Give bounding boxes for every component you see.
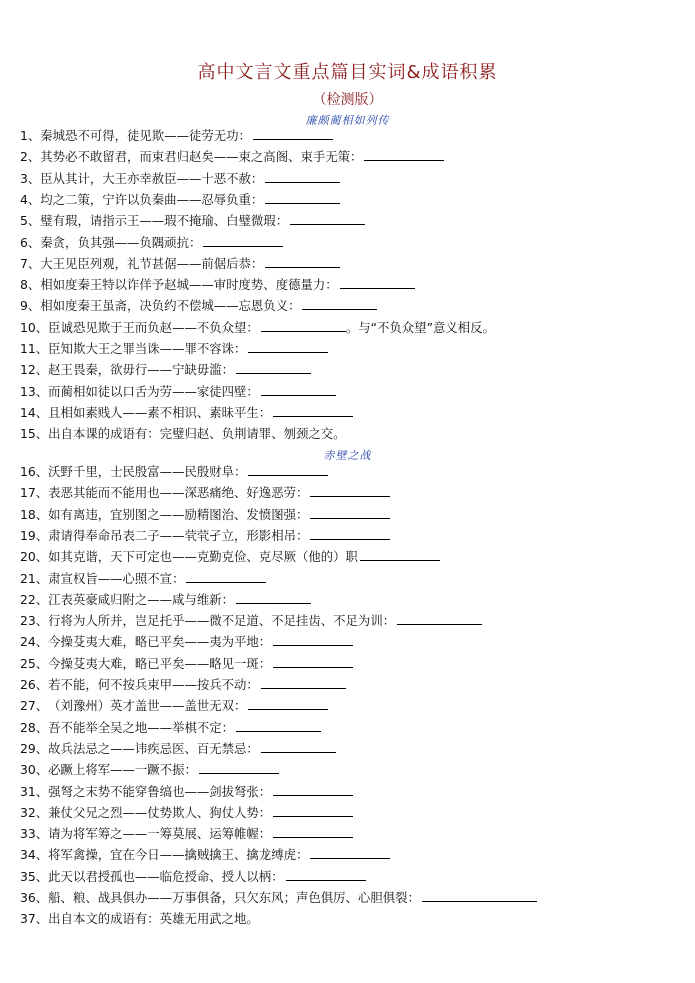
item-text: 故兵法忌之——讳疾忌医、百无禁忌： (48, 740, 259, 756)
item-number: 15、 (20, 426, 49, 442)
item-text: 江表英豪咸归附之——咸与维新： (48, 591, 235, 607)
item-number: 27、 (20, 698, 49, 714)
answer-blank[interactable] (248, 463, 328, 476)
item-number: 26、 (20, 677, 49, 692)
answer-blank[interactable] (265, 191, 340, 204)
answer-blank[interactable] (360, 548, 440, 561)
item-number: 34、 (20, 847, 49, 863)
question-item (20, 674, 680, 695)
answer-blank[interactable] (236, 361, 311, 374)
answer-blank[interactable] (265, 255, 340, 268)
item-text: 出自本课的成语有：完璧归赵、负荆请罪、刎颈之交。 (48, 426, 346, 442)
answer-blank[interactable] (261, 740, 336, 753)
item-text: 璧有瑕，请指示王——瑕不掩瑜、白璧微瑕： (40, 213, 289, 229)
item-text: 兼仗父兄之烈——仗势欺人、狗仗人势： (48, 804, 272, 820)
answer-blank[interactable] (290, 212, 365, 225)
question-item (20, 338, 680, 359)
item-text: 今操芟夷大难，略已平矣——夷为平地： (48, 634, 272, 650)
item-number: 36、 (20, 890, 49, 905)
item-number: 6、 (20, 234, 41, 250)
answer-blank[interactable] (248, 340, 328, 353)
item-number: 1、 (20, 128, 41, 143)
page-title: 高中文言文重点篇目实词&成语积累 (197, 62, 498, 83)
item-text: 将军禽操，宜在今日——擒贼擒王、擒龙缚虎： (48, 847, 309, 863)
item-text: 沃野千里，士民殷富——民殷财阜： (48, 464, 247, 479)
item-text: 相如度秦王虽斋，决负约不偿城——忘恩负义： (40, 298, 301, 314)
answer-blank[interactable] (236, 719, 321, 732)
question-item (20, 823, 680, 844)
item-text: 如有离违，宜别图之——励精图治、发愤图强： (48, 506, 309, 522)
question-item (20, 402, 680, 423)
item-number: 12、 (20, 362, 49, 378)
answer-blank[interactable] (261, 383, 336, 396)
item-number: 35、 (20, 868, 49, 884)
section-heading: 廉颇蔺相如列传 (305, 114, 390, 127)
item-text: 此天以君授孤也——临危授命、授人以柄： (48, 868, 284, 884)
question-item (20, 317, 680, 338)
item-number: 5、 (20, 213, 41, 229)
answer-blank[interactable] (261, 319, 346, 332)
question-item (20, 631, 680, 652)
item-number: 11、 (20, 341, 49, 356)
answer-blank[interactable] (310, 846, 390, 859)
item-number: 19、 (20, 527, 49, 543)
item-number: 18、 (20, 506, 49, 522)
item-number: 13、 (20, 383, 49, 399)
answer-blank[interactable] (273, 783, 353, 796)
answer-blank[interactable] (265, 170, 340, 183)
answer-blank[interactable] (302, 297, 377, 310)
item-text: （刘豫州）英才盖世——盖世无双： (48, 698, 247, 714)
item-text: 行将为人所并，岂足托乎——微不足道、不足挂齿、不足为训： (48, 613, 396, 629)
item-number: 20、 (20, 549, 49, 565)
question-item (20, 274, 680, 295)
item-text: 臣知欺大王之罪当诛——罪不容诛： (48, 341, 247, 356)
item-text: 相如度秦王特以诈佯予赵城——审时度势、度德量力： (40, 277, 338, 293)
question-item (20, 525, 680, 546)
item-text: 若不能，何不按兵束甲——按兵不动： (48, 677, 259, 692)
item-number: 21、 (20, 570, 49, 586)
question-item (20, 461, 680, 482)
answer-blank[interactable] (261, 676, 346, 689)
question-item (20, 146, 680, 167)
question-item (20, 253, 680, 274)
question-item (20, 568, 680, 589)
answer-blank[interactable] (248, 697, 328, 710)
answer-blank[interactable] (273, 633, 353, 646)
answer-blank[interactable] (236, 591, 311, 604)
item-number: 2、 (20, 149, 41, 165)
item-number: 32、 (20, 804, 49, 820)
question-item (20, 359, 680, 380)
question-item (20, 546, 680, 567)
answer-blank[interactable] (422, 889, 537, 902)
answer-blank[interactable] (397, 612, 482, 625)
answer-blank[interactable] (273, 655, 353, 668)
question-item (20, 482, 680, 503)
answer-blank[interactable] (364, 148, 444, 161)
question-item (20, 759, 680, 780)
item-number: 31、 (20, 783, 49, 799)
item-text: 如其克谐，天下可定也——克勤克俭、克尽厥（他的）职 (48, 549, 358, 565)
item-text: 出自本文的成语有：英雄无用武之地。 (48, 911, 259, 927)
question-item (20, 168, 680, 189)
item-text: 大王见臣列观，礼节甚倨——前倨后恭： (40, 255, 264, 271)
question-item (20, 189, 680, 210)
item-number: 33、 (20, 826, 49, 842)
item-text: 肃请得奉命吊表二子——茕茕孑立，形影相吊： (48, 527, 309, 543)
item-number: 7、 (20, 255, 41, 271)
question-item (20, 802, 680, 823)
item-text: 均之二策，宁许以负秦曲——忍辱负重： (40, 191, 264, 207)
item-number: 9、 (20, 298, 41, 314)
question-item (20, 381, 680, 402)
item-text: 船、粮、战具俱办——万事俱备，只欠东风；声色俱厉、心胆俱裂： (48, 890, 420, 905)
question-item (20, 125, 680, 146)
item-text: 赵王畏秦，欲毋行——宁缺毋滥： (48, 362, 235, 378)
item-number: 29、 (20, 740, 49, 756)
answer-blank[interactable] (340, 276, 415, 289)
answer-blank[interactable] (186, 570, 266, 583)
item-text: 今操芟夷大难，略已平矣——略见一斑： (48, 655, 272, 671)
answer-blank[interactable] (199, 761, 279, 774)
item-number: 14、 (20, 404, 49, 420)
item-text: 请为将军筹之——一筹莫展、运筹帷幄： (48, 826, 272, 842)
answer-blank[interactable] (273, 404, 353, 417)
item-number: 17、 (20, 485, 49, 501)
question-item (20, 423, 680, 444)
answer-blank[interactable] (273, 825, 353, 838)
answer-blank[interactable] (310, 527, 390, 540)
question-item (20, 504, 680, 525)
item-number: 23、 (20, 613, 49, 629)
question-item (20, 781, 680, 802)
answer-blank[interactable] (310, 506, 390, 519)
question-item (20, 844, 680, 865)
item-text: 表恶其能而不能用也——深恶痛绝、好逸恶劳： (48, 485, 309, 501)
question-item (20, 866, 680, 887)
answer-blank[interactable] (203, 234, 283, 247)
item-text: 必蹶上将军——一蹶不振： (48, 762, 197, 778)
question-item (20, 908, 680, 929)
section-heading: 赤壁之战 (323, 449, 372, 462)
item-text: 秦城恐不可得，徒见欺——徒劳无功： (40, 128, 251, 143)
item-number: 4、 (20, 191, 41, 207)
page-subtitle: （检测版） (312, 92, 383, 108)
item-number: 3、 (20, 170, 41, 186)
question-item (20, 210, 680, 231)
question-item (20, 610, 680, 631)
answer-blank[interactable] (286, 868, 366, 881)
item-text: 且相如素贱人——素不相识、素昧平生： (48, 404, 272, 420)
item-text: 肃宣权旨——心照不宣： (48, 570, 185, 586)
question-item (20, 589, 680, 610)
item-number: 24、 (20, 634, 49, 650)
item-text: 吾不能举全吴之地——举棋不定： (48, 719, 235, 735)
question-item (20, 887, 680, 908)
item-text: 强弩之末势不能穿鲁缟也——剑拔弩张： (48, 783, 272, 799)
question-item (20, 717, 680, 738)
item-number: 8、 (20, 277, 41, 293)
item-text: 臣诚恐见欺于王而负赵——不负众望： (48, 319, 259, 335)
answer-blank[interactable] (273, 804, 353, 817)
item-text: 其势必不敢留君，而束君归赵矣——束之高阁、束手无策： (40, 149, 363, 165)
item-number: 30、 (20, 762, 49, 778)
answer-blank[interactable] (253, 127, 333, 140)
item-number: 22、 (20, 591, 49, 607)
item-suffix-text: 。与“不负众望”意义相反。 (345, 319, 495, 335)
item-number: 10、 (20, 319, 49, 335)
item-text: 而蔺相如徒以口舌为劳——家徒四壁： (48, 383, 259, 399)
item-number: 28、 (20, 719, 49, 735)
item-number: 37、 (20, 911, 49, 927)
answer-blank[interactable] (310, 484, 390, 497)
item-text: 臣从其计，大王亦幸赦臣——十恶不赦： (40, 170, 264, 186)
item-text: 秦贪，负其强——负隅顽抗： (40, 234, 202, 250)
question-item (20, 295, 680, 316)
question-item (20, 653, 680, 674)
question-item (20, 738, 680, 759)
item-number: 16、 (20, 464, 49, 479)
item-number: 25、 (20, 655, 49, 671)
question-item (20, 232, 680, 253)
question-item (20, 695, 680, 716)
